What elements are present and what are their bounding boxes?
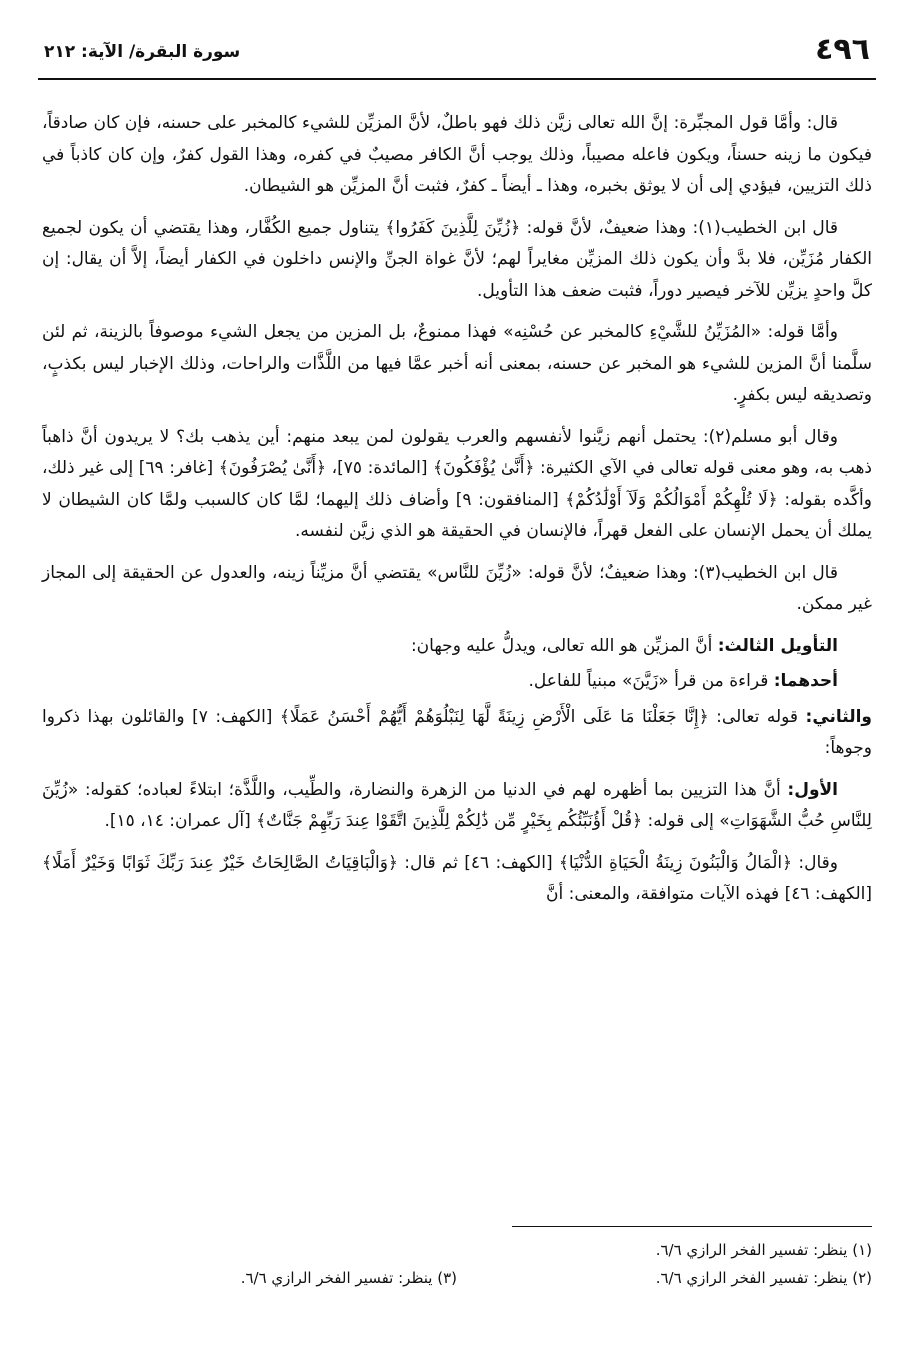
footnote-2: (٢) ينظر: تفسير الفخر الرازي ٦/٦.: [655, 1269, 872, 1287]
second-point: [42, 702, 872, 765]
footnote-3: (٣) ينظر: تفسير الفخر الرازي ٦/٦.: [240, 1269, 457, 1287]
running-title: سورة البقرة/ الآية: ٢١٢: [44, 42, 250, 62]
first-point: [42, 666, 872, 698]
footnote-row: [42, 1264, 872, 1292]
third-text: أنَّ المزيِّن هو الله تعالى، ويدلُّ عليه وجهان:: [410, 635, 713, 656]
paragraph: قال ابن الخطيب(١): وهذا ضعيفٌ، لأنَّ قوله: ﴿زُيِّنَ لِلَّذِينَ كَفَرُوا﴾ يتناول جميع الكُفَّار، وهذا يقتضي أن يكون لجميع الكفار مُزَيِّن، فلا بدَّ وأن يكون ذلك المزيِّن مغايراً لهم؛ لأنَّ غواة الجنِّ والإنس داخلون في الكفار أيضاً، إلاَّ أن يقال: إن كلَّ واحدٍ يزيِّن للآخر فيصير دوراً، فثبت ضعف هذا التأويل.: [42, 217, 872, 301]
first-text: قراءة من قرأ «زَيَّنَ» مبنياً للفاعل.: [528, 671, 769, 691]
paragraph: وأمَّا قوله: «المُزَيِّنُ للشَّيْءِ كالمخبر عن حُسْنِه» فهذا ممنوعٌ، بل المزين من يجعل الشيء موصوفاً بالزينة، ثم لئن سلَّمنا أنَّ المزين للشيء هو المخبر عن حسنه، بمعنى أنه أخبر عمَّا فيها من اللَّذَّات والراحات، وذلك الإخبار ليس بكذبٍ، وتصديقه ليس بكفرٍ.: [42, 322, 872, 405]
third-label: التأويل الثالث:: [717, 635, 838, 656]
third-interpretation: [42, 631, 872, 663]
paragraph: قال: وأمَّا قول المجبِّرة: إنَّ الله تعالى زيَّن ذلك فهو باطلٌ، لأنَّ المزيِّن للشيء كالمخبر على حسنه، فإن كان صادقاً، فيكون ما زينه حسناً، ويكون فاعله مصيباً، وذلك يوجب أنَّ الكافر مصيبٌ في كفره، وهذا القول كفرٌ، وإن كان كاذباً في ذلك التزيين، فيؤدي إلى أن لا يوثق بخبره، وهذا ـ أيضاً ـ كفرٌ، فثبت أنَّ المزيِّن هو الشيطان.: [42, 113, 872, 196]
second-text: قوله تعالى: ﴿إِنَّا جَعَلْنَا مَا عَلَى الْأَرْضِ زِينَةً لَّهَا لِنَبْلُوَهُمْ أَيُّهُمْ أَحْسَنُ عَمَلًا﴾ [الكهف: ٧] والقائلون بهذا ذكروا وجوهاً:: [42, 706, 872, 758]
main-text: [42, 108, 872, 921]
paragraph: وقال أبو مسلم(٢): يحتمل أنهم زيَّنوا لأنفسهم والعرب يقولون لمن يبعد منهم: أين يذهب بك؟ لا يريدون أنَّ ذاهباً ذهب به، وهو معنى قوله تعالى في الآي الكثيرة: ﴿أَنَّىٰ يُؤْفَكُونَ﴾ [المائدة: ٧٥]، ﴿أَنَّىٰ يُصْرَفُونَ﴾ [غافر: ٦٩] إلى غير ذلك، وأكَّده بقوله: ﴿لَا تُلْهِكُمْ أَمْوَالُكُمْ وَلَآ أَوْلَٰدُكُمْ﴾ [المنافقون: ٩] وأضاف ذلك إليهما؛ لمَّا كان كالسبب ولمَّا كان الشيطان لا يملك أن يحمل الإنسان على الفعل قهراً، فالإنسان في الحقيقة هو الذي زيَّن لنفسه.: [42, 426, 872, 541]
awwal-point: [42, 775, 872, 838]
awwal-label: الأول:: [787, 779, 838, 800]
second-label: والثاني:: [805, 706, 872, 727]
page-number: ٤٩٦: [805, 32, 870, 67]
first-label: أحدهما:: [773, 671, 838, 691]
footnote-divider: [512, 1226, 872, 1227]
awwal-text: أنَّ هذا التزيين بما أظهره لهم في الدنيا من الزهرة والنضارة، والطِّيب، واللَّذَّة؛ ابتلاءً لعباده؛ كقوله: «زُيِّنَ لِلنَّاسِ حُبُّ الشَّهَوَاتِ» إلى قوله: ﴿قُلْ أَؤُنَبِّئُكُم بِخَيْرٍ مِّن ذَٰلِكُمْ لِلَّذِينَ اتَّقَوْا عِندَ رَبِّهِمْ جَنَّاتٌ﴾ [آل عمران: ١٤، ١٥].: [42, 779, 872, 831]
paragraph: قال ابن الخطيب(٣): وهذا ضعيفٌ؛ لأنَّ قوله: «زُيِّنَ للنَّاس» يقتضي أنَّ مزيِّناً زينه، والعدول عن الحقيقة إلى المجاز غير ممكن.: [42, 562, 872, 614]
footnotes: [42, 1236, 872, 1292]
paragraph: وقال: ﴿الْمَالُ وَالْبَنُونَ زِينَةُ الْحَيَاةِ الدُّنْيَا﴾ [الكهف: ٤٦] ثم قال: ﴿وَالْبَاقِيَاتُ الصَّالِحَاتُ خَيْرٌ عِندَ رَبِّكَ ثَوَابًا وَخَيْرٌ أَمَلًا﴾ [الكهف: ٤٦] فهذه الآيات متوافقة، والمعنى: أنَّ: [42, 852, 872, 904]
page-header: [38, 32, 876, 80]
footnote-1: (١) ينظر: تفسير الفخر الرازي ٦/٦.: [655, 1241, 872, 1259]
